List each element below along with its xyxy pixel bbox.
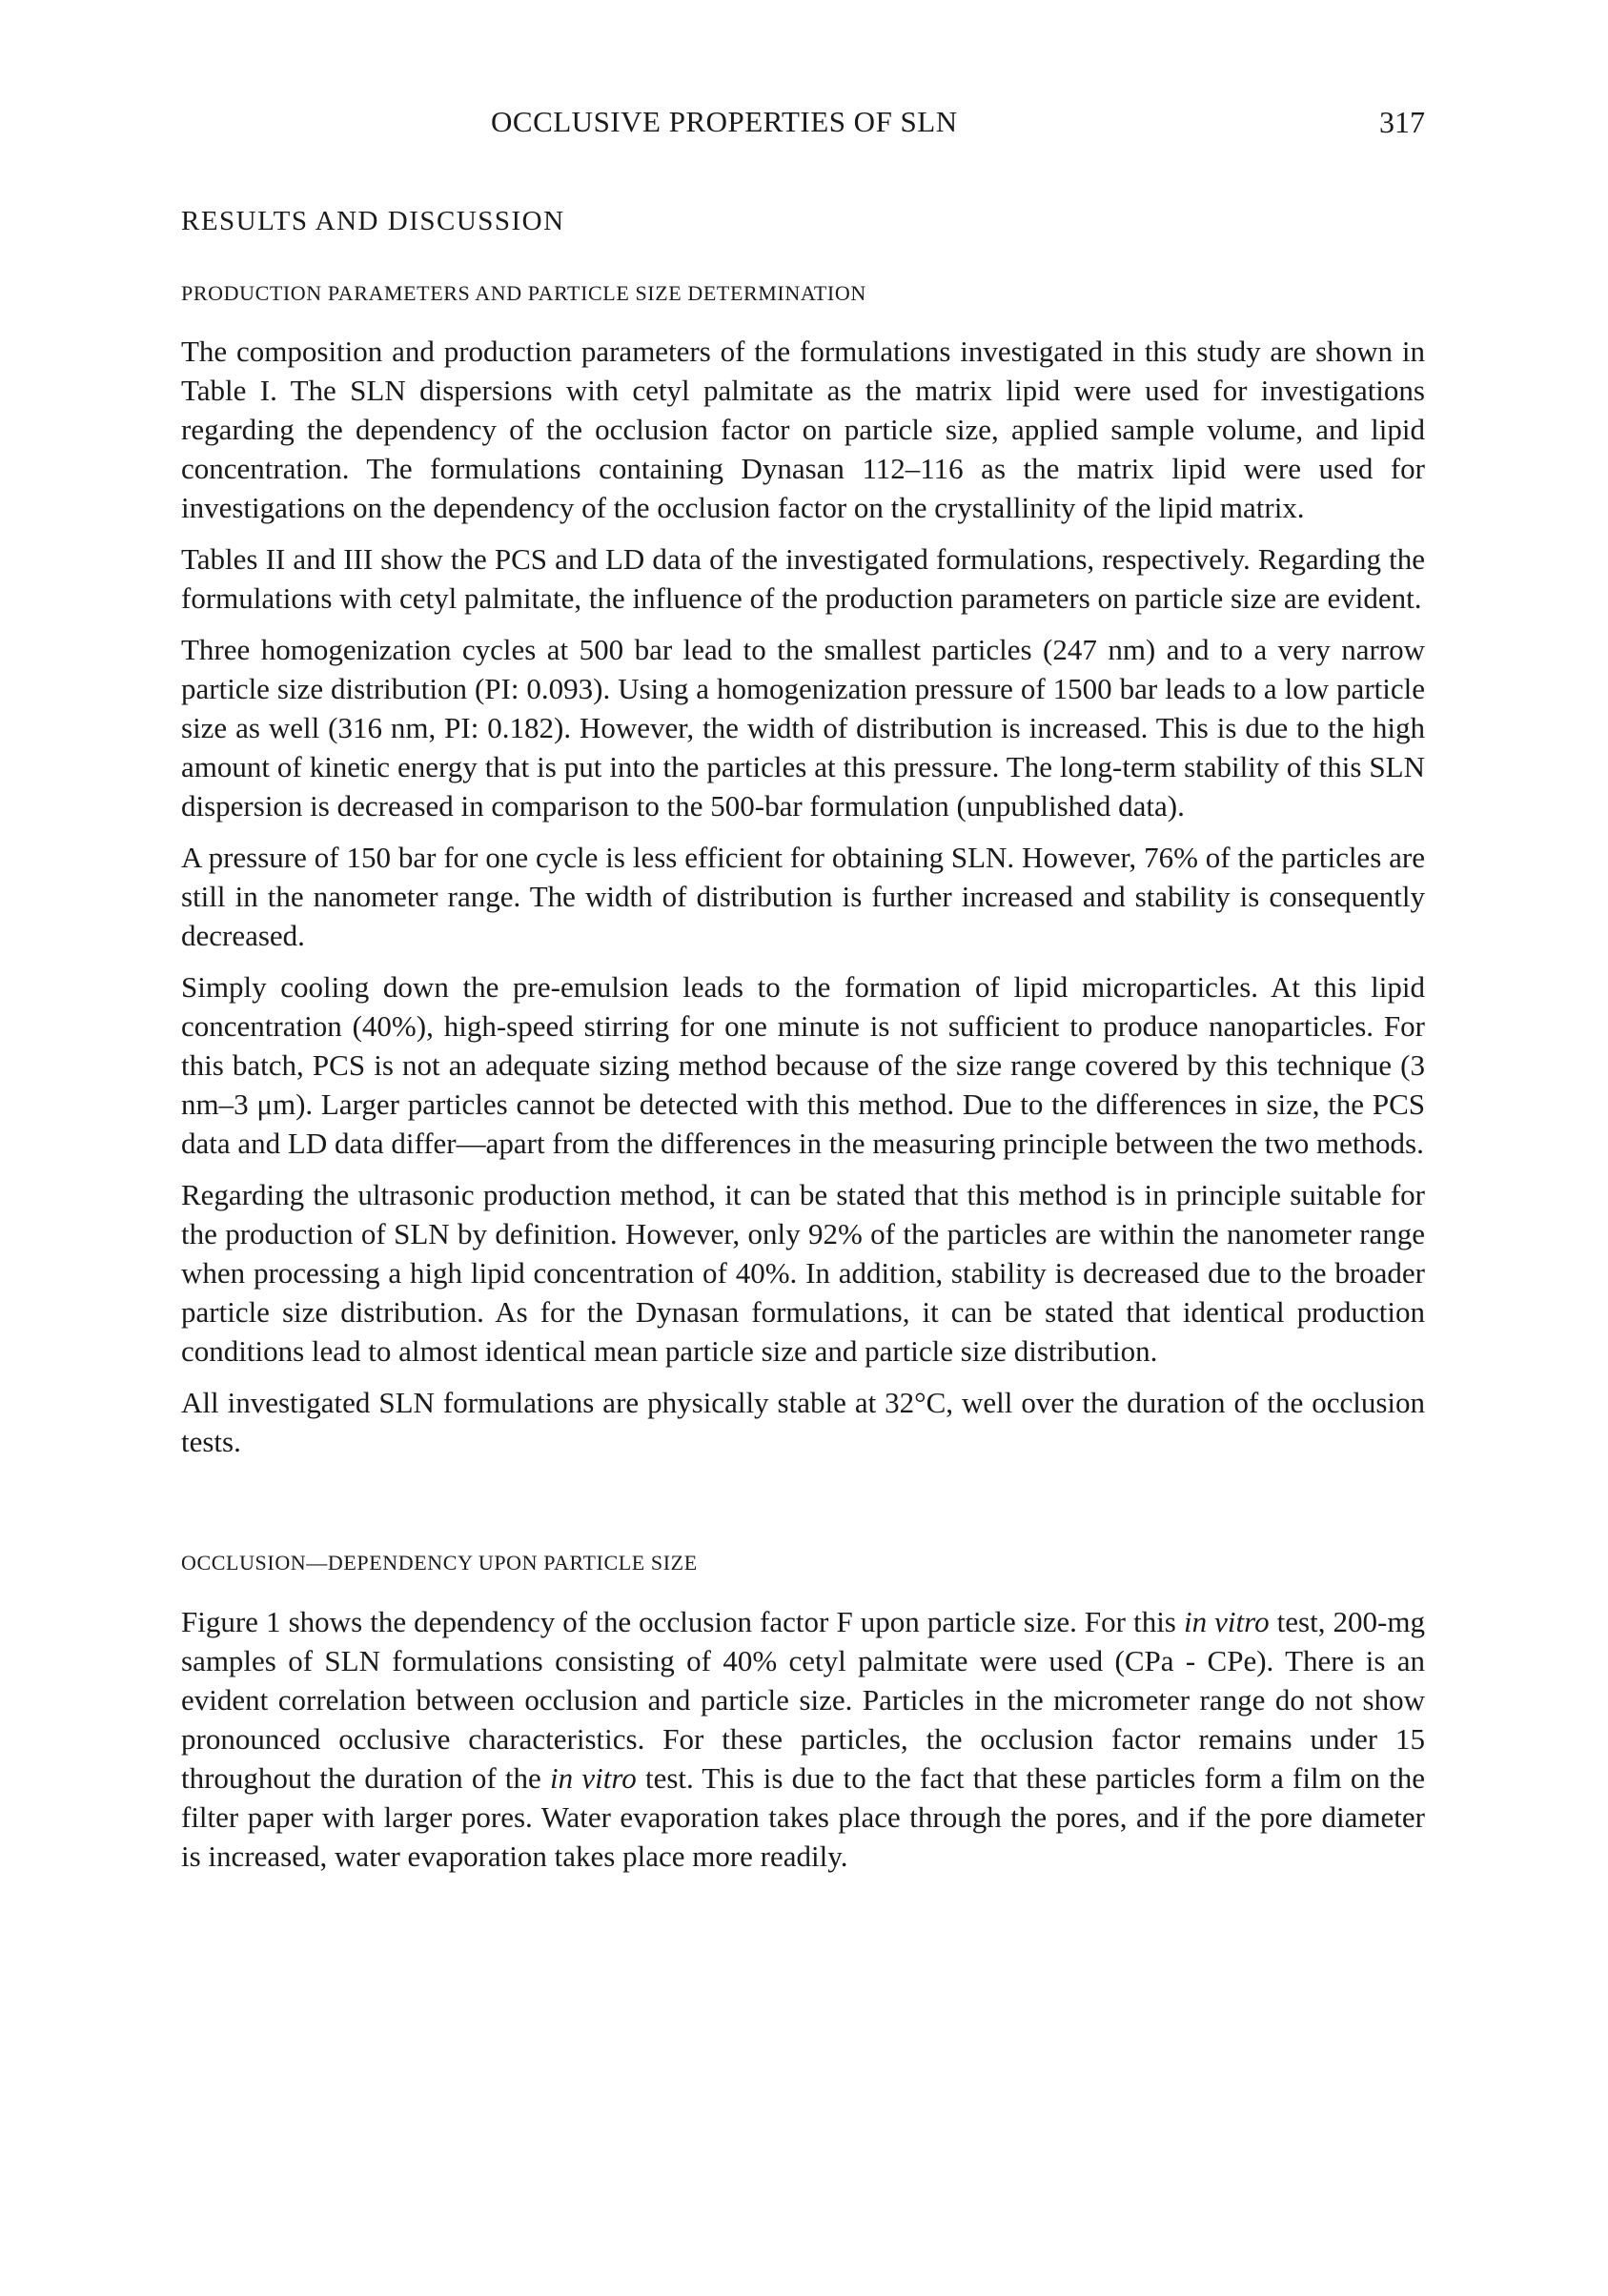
text-run: test, 200-mg samples of SLN formulations consisting of 40% cetyl palmitate were used (CPa - CPe). There is an evident correlation between occlusion and particle size. Particles in the micrometer range do not show pronounced occlusive characteristics. For these particles, the occlusion factor remains under 15 throughout the duration of the <box>181 1605 1425 1795</box>
paragraph <box>181 1602 1425 1876</box>
running-header <box>181 95 1425 152</box>
subsection-heading: PRODUCTION PARAMETERS AND PARTICLE SIZE DETERMINATION <box>181 281 866 305</box>
italic-term: in vitro <box>550 1761 637 1795</box>
subsection-production-parameters <box>181 281 1425 1461</box>
paragraph: Three homogenization cycles at 500 bar lead to the smallest particles (247 nm) and to a very narrow particle size distribution (PI: 0.093). Using a homogenization pressure of 1500 bar leads to a low particle size as well (316 nm, PI: 0.182). However, the width of distribution is increased. This is due to the high amount of kinetic energy that is put into the particles at this pressure. The long-term stability of this SLN dispersion is decreased in comparison to the 500-bar formulation (unpublished data). <box>181 633 1425 823</box>
page <box>181 95 1425 1888</box>
paragraph: The composition and production parameters of the formulations investigated in this study are shown in Table I. The SLN dispersions with cetyl palmitate as the matrix lipid were used for investigations regarding the dependency of the occlusion factor on particle size, applied sample volume, and lipid concentration. The formulations containing Dynasan 112–116 as the matrix lipid were used for investigations on the dependency of the occlusion factor on the crystallinity of the lipid matrix. <box>181 335 1425 524</box>
subsection-heading: OCCLUSION—DEPENDENCY UPON PARTICLE SIZE <box>181 1551 698 1575</box>
paragraph: A pressure of 150 bar for one cycle is less efficient for obtaining SLN. However, 76% of the particles are still in the nanometer range. The width of distribution is further increased and stability is consequently decreased. <box>181 841 1425 952</box>
page-number: 317 <box>1379 105 1425 139</box>
paragraph: Tables II and III show the PCS and LD data of the investigated formulations, respectively. Regarding the formulations with cetyl palmitate, the influence of the production parameters on particle size are evident. <box>181 542 1425 615</box>
paragraph: Regarding the ultrasonic production method, it can be stated that this method is in principle suitable for the production of SLN by definition. However, only 92% of the particles are within the nanometer range when processing a high lipid concentration of 40%. In addition, stability is decreased due to the broader particle size distribution. As for the Dynasan formulations, it can be stated that identical production conditions lead to almost identical mean particle size and particle size distribution. <box>181 1178 1425 1368</box>
text-run: test. This is due to the fact that these particles form a film on the filter paper with larger pores. Water evaporation takes place through the pores, and if the pore diameter is increased, water evaporation takes place more readily. <box>181 1761 1425 1873</box>
running-title: OCCLUSIVE PROPERTIES OF SLN <box>491 105 958 138</box>
paragraph: Simply cooling down the pre-emulsion leads to the formation of lipid microparticles. At this lipid concentration (40%), high-speed stirring for one minute is not sufficient to produce nanoparticles. For this batch, PCS is not an adequate sizing method because of the size range covered by this technique (3 nm–3 μm). Larger particles cannot be detected with this method. Due to the differences in size, the PCS data and LD data differ—apart from the differences in the measuring principle between the two methods. <box>181 970 1425 1160</box>
italic-term: in vitro <box>1183 1605 1270 1638</box>
section-heading: RESULTS AND DISCUSSION <box>181 206 565 236</box>
paragraph: All investigated SLN formulations are physically stable at 32°C, well over the duration of the occlusion tests. <box>181 1386 1425 1458</box>
subsection-occlusion-particle-size <box>181 1551 1425 1876</box>
text-run: Figure 1 shows the dependency of the occlusion factor F upon particle size. For this <box>181 1605 1184 1638</box>
